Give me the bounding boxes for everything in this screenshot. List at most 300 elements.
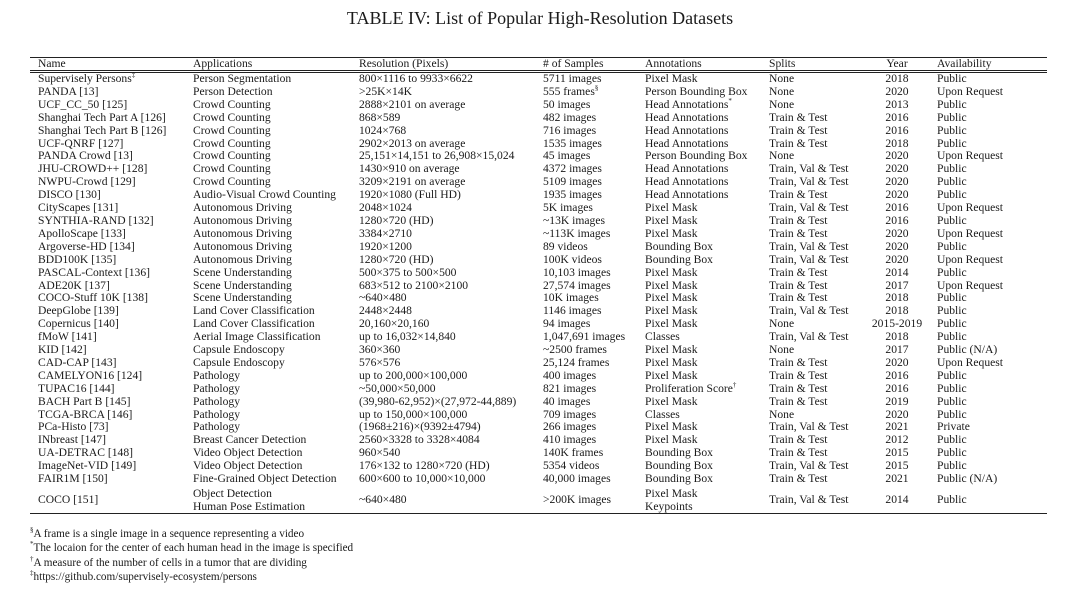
cell-name: NWPU-Crowd [129] bbox=[38, 175, 136, 189]
cell-name: TUPAC16 [144] bbox=[38, 381, 115, 395]
cell-samples: 482 images bbox=[543, 110, 597, 124]
cell-year: 2020 bbox=[885, 188, 909, 202]
table-row bbox=[30, 473, 1047, 486]
cell-applications: Land Cover Classification bbox=[193, 317, 315, 331]
cell-name: CAMELYON16 [124] bbox=[38, 368, 143, 382]
cell-resolution: 2048×1024 bbox=[359, 201, 412, 215]
footnote: ‡https://github.com/supervisely-ecosystem/persons bbox=[30, 569, 257, 584]
cell-samples: 716 images bbox=[543, 123, 597, 137]
header-name: Name bbox=[30, 58, 188, 72]
cell-splits: Train, Val & Test bbox=[769, 252, 849, 266]
cell-samples: 5711 images bbox=[543, 72, 602, 85]
cell-splits: Train & Test bbox=[769, 355, 828, 369]
cell-resolution: 2560×3328 to 3328×4084 bbox=[359, 433, 480, 447]
cell-samples: 5109 images bbox=[543, 175, 602, 189]
cell-samples: 25,124 frames bbox=[543, 355, 610, 369]
cell-availability: Public bbox=[937, 407, 967, 421]
cell-samples: 821 images bbox=[543, 381, 597, 395]
cell-year: 2016 bbox=[885, 213, 909, 227]
cell-samples: ~2500 frames bbox=[543, 343, 607, 357]
cell-availability: Public (N/A) bbox=[937, 343, 998, 357]
cell-samples: ~113K images bbox=[543, 226, 611, 240]
cell-name: BDD100K [135] bbox=[38, 252, 117, 266]
cell-year: 2020 bbox=[885, 355, 909, 369]
cell-splits: Train, Val & Test bbox=[769, 239, 849, 253]
footnote-mark: § bbox=[594, 83, 599, 92]
cell-samples: 5K images bbox=[543, 201, 593, 215]
table-row bbox=[30, 370, 1047, 383]
cell-splits: Train & Test bbox=[769, 368, 828, 382]
cell-resolution: up to 16,032×14,840 bbox=[359, 330, 456, 344]
cell-annotations: Head Annotations* bbox=[645, 96, 732, 111]
cell-samples: 40 images bbox=[543, 394, 591, 408]
cell-availability: Public bbox=[937, 213, 967, 227]
cell-annotations: Pixel Mask bbox=[645, 278, 698, 292]
table-row bbox=[30, 228, 1047, 241]
cell-availability: Public bbox=[937, 175, 967, 189]
cell-name: PCa-Histo [73] bbox=[38, 420, 109, 434]
header-splits: Splits bbox=[764, 58, 862, 72]
table-row bbox=[30, 254, 1047, 267]
header-applications: Applications bbox=[188, 58, 354, 72]
cell-splits: Train, Val & Test bbox=[769, 175, 849, 189]
cell-samples: 1535 images bbox=[543, 136, 602, 150]
table-row bbox=[30, 357, 1047, 370]
table-row bbox=[30, 72, 1047, 86]
cell-applications: Land Cover Classification bbox=[193, 304, 315, 318]
cell-applications: Autonomous Driving bbox=[193, 252, 292, 266]
footnote-mark: * bbox=[30, 540, 34, 549]
cell-availability: Public bbox=[937, 459, 967, 473]
cell-availability: Upon Request bbox=[937, 84, 1004, 98]
cell-year: 2018 bbox=[885, 330, 909, 344]
cell-samples: 5354 videos bbox=[543, 459, 600, 473]
cell-availability: Public bbox=[937, 188, 967, 202]
cell-year: 2017 bbox=[885, 278, 909, 292]
cell-resolution: 500×375 to 500×500 bbox=[359, 265, 457, 279]
cell-annotations: Pixel Mask bbox=[645, 201, 698, 215]
cell-splits: Train, Val & Test bbox=[769, 420, 849, 434]
cell-name: ImageNet-VID [149] bbox=[38, 459, 137, 473]
cell-annotations: Bounding Box bbox=[645, 459, 713, 473]
cell-name: UCF-QNRF [127] bbox=[38, 136, 124, 150]
cell-samples: 45 images bbox=[543, 149, 591, 163]
cell-samples: 50 images bbox=[543, 97, 591, 111]
cell-availability: Public bbox=[937, 162, 967, 176]
cell-applications: Pathology bbox=[193, 394, 241, 408]
header-samples: # of Samples bbox=[538, 58, 640, 72]
cell-samples: 89 videos bbox=[543, 239, 588, 253]
cell-applications: Crowd Counting bbox=[193, 110, 271, 124]
cell-annotations: Pixel Mask bbox=[645, 343, 698, 357]
cell-splits: Train & Test bbox=[769, 123, 828, 137]
cell-name: Shanghai Tech Part B [126] bbox=[38, 123, 167, 137]
cell-resolution: 25,151×14,151 to 26,908×15,024 bbox=[359, 149, 515, 163]
cell-year: 2014 bbox=[885, 493, 909, 506]
cell-splits: Train & Test bbox=[769, 226, 828, 240]
cell-availability: Public bbox=[937, 72, 967, 85]
cell-applications: Pathology bbox=[193, 368, 241, 382]
table-row bbox=[30, 396, 1047, 409]
cell-year: 2020 bbox=[885, 226, 909, 240]
table-row bbox=[30, 86, 1047, 99]
cell-annotations: Pixel Mask bbox=[645, 226, 698, 240]
cell-name: ADE20K [137] bbox=[38, 278, 110, 292]
cell-year: 2016 bbox=[885, 201, 909, 215]
cell-annotations: Person Bounding Box bbox=[645, 149, 748, 163]
cell-annotations: Head Annotations bbox=[645, 123, 729, 137]
cell-resolution: 960×540 bbox=[359, 446, 401, 460]
cell-applications: Scene Understanding bbox=[193, 291, 292, 305]
cell-year: 2021 bbox=[885, 472, 909, 486]
cell-annotations: Bounding Box bbox=[645, 446, 713, 460]
cell-name: DISCO [130] bbox=[38, 188, 101, 202]
cell-annotations: Pixel Mask bbox=[645, 72, 698, 85]
cell-samples: 10,103 images bbox=[543, 265, 611, 279]
table-row bbox=[30, 344, 1047, 357]
footnote-mark: † bbox=[30, 554, 34, 563]
cell-splits: Train, Val & Test bbox=[769, 330, 849, 344]
cell-annotations: Head Annotations bbox=[645, 136, 729, 150]
cell-annotations: Pixel Mask bbox=[645, 420, 698, 434]
cell-resolution: ~640×480 bbox=[359, 291, 407, 305]
cell-year: 2014 bbox=[885, 265, 909, 279]
table-row bbox=[30, 486, 1047, 514]
header-availability: Availability bbox=[932, 58, 1047, 72]
cell-name: KID [142] bbox=[38, 343, 87, 357]
cell-availability: Upon Request bbox=[937, 252, 1004, 266]
cell-availability: Public bbox=[937, 493, 967, 506]
cell-availability: Upon Request bbox=[937, 226, 1004, 240]
cell-availability: Public bbox=[937, 291, 967, 305]
cell-applications: Crowd Counting bbox=[193, 123, 271, 137]
cell-annotations: Pixel Mask bbox=[645, 213, 698, 227]
cell-year: 2016 bbox=[885, 110, 909, 124]
cell-availability: Public bbox=[937, 97, 967, 111]
cell-annotations: Pixel Mask bbox=[645, 368, 698, 382]
cell-annotations: Pixel Mask bbox=[645, 433, 698, 447]
cell-applications: Crowd Counting bbox=[193, 136, 271, 150]
cell-name: Shanghai Tech Part A [126] bbox=[38, 110, 166, 124]
cell-splits: Train & Test bbox=[769, 394, 828, 408]
cell-annotations: Classes bbox=[645, 407, 680, 421]
cell-name: UA-DETRAC [148] bbox=[38, 446, 133, 460]
cell-availability: Public bbox=[937, 136, 967, 150]
cell-splits: None bbox=[769, 407, 795, 421]
cell-splits: Train & Test bbox=[769, 472, 828, 486]
cell-availability: Upon Request bbox=[937, 201, 1004, 215]
table-title: TABLE IV: List of Popular High-Resolution Datasets bbox=[346, 8, 734, 28]
table-row bbox=[30, 112, 1047, 125]
cell-availability: Public bbox=[937, 123, 967, 137]
cell-annotations: Proliferation Score† bbox=[645, 380, 737, 395]
cell-samples: 400 images bbox=[543, 368, 597, 382]
cell-splits: Train & Test bbox=[769, 213, 828, 227]
cell-resolution: ~640×480 bbox=[359, 493, 407, 506]
header-row bbox=[30, 58, 1047, 72]
cell-splits: Train, Val & Test bbox=[769, 162, 849, 176]
cell-year: 2020 bbox=[885, 239, 909, 253]
cell-applications: Person Detection bbox=[193, 84, 273, 98]
cell-splits: None bbox=[769, 343, 795, 357]
cell-splits: None bbox=[769, 97, 795, 111]
cell-availability: Private bbox=[937, 420, 970, 434]
cell-samples: 1935 images bbox=[543, 188, 602, 202]
cell-resolution: 1280×720 (HD) bbox=[359, 213, 434, 227]
cell-applications: Capsule Endoscopy bbox=[193, 355, 285, 369]
cell-applications: Video Object Detection bbox=[193, 459, 303, 473]
cell-samples: 555 frames§ bbox=[543, 83, 599, 98]
cell-resolution: up to 200,000×100,000 bbox=[359, 368, 468, 382]
cell-year: 2016 bbox=[885, 381, 909, 395]
cell-samples: ~13K images bbox=[543, 213, 605, 227]
cell-name: ApolloScape [133] bbox=[38, 226, 126, 240]
cell-year: 2018 bbox=[885, 304, 909, 318]
footnote-mark: ‡ bbox=[131, 71, 136, 79]
cell-name: CAD-CAP [143] bbox=[38, 355, 117, 369]
cell-resolution: 176×132 to 1280×720 (HD) bbox=[359, 459, 490, 473]
cell-resolution: (1968±216)×(9392±4794) bbox=[359, 420, 481, 434]
cell-year: 2016 bbox=[885, 123, 909, 137]
cell-name: SYNTHIA-RAND [132] bbox=[38, 213, 154, 227]
table-row bbox=[30, 99, 1047, 112]
cell-annotations: Pixel Mask bbox=[645, 265, 698, 279]
cell-availability: Public bbox=[937, 368, 967, 382]
cell-samples: 4372 images bbox=[543, 162, 602, 176]
table-row bbox=[30, 241, 1047, 254]
cell-resolution: 576×576 bbox=[359, 355, 401, 369]
cell-applications: Person Segmentation bbox=[193, 72, 292, 85]
cell-resolution: 2888×2101 on average bbox=[359, 97, 466, 111]
cell-resolution: 360×360 bbox=[359, 343, 401, 357]
cell-samples: 10K images bbox=[543, 291, 599, 305]
cell-splits: Train, Val & Test bbox=[769, 201, 849, 215]
cell-annotations: Classes bbox=[645, 330, 680, 344]
cell-availability: Public (N/A) bbox=[937, 472, 998, 486]
header-resolution: Resolution (Pixels) bbox=[354, 58, 538, 72]
cell-year: 2020 bbox=[885, 175, 909, 189]
cell-annotations: Bounding Box bbox=[645, 472, 713, 486]
cell-splits: None bbox=[769, 317, 795, 331]
cell-applications: Breast Cancer Detection bbox=[193, 433, 307, 447]
cell-year: 2020 bbox=[885, 407, 909, 421]
cell-annotations: Bounding Box bbox=[645, 252, 713, 266]
cell-splits: Train & Test bbox=[769, 265, 828, 279]
cell-year: 2019 bbox=[885, 394, 909, 408]
cell-availability: Public bbox=[937, 304, 967, 318]
cell-year: 2020 bbox=[885, 252, 909, 266]
table-row bbox=[30, 267, 1047, 280]
table-row bbox=[30, 383, 1047, 396]
cell-applications: Pathology bbox=[193, 420, 241, 434]
cell-splits: Train & Test bbox=[769, 381, 828, 395]
cell-applications: Crowd Counting bbox=[193, 175, 271, 189]
cell-samples: 94 images bbox=[543, 317, 591, 331]
cell-samples: 40,000 images bbox=[543, 472, 611, 486]
cell-resolution: 800×1116 to 9933×6622 bbox=[359, 72, 473, 85]
cell-name: COCO [151] bbox=[38, 493, 99, 506]
datasets-table bbox=[30, 57, 1047, 514]
cell-applications: Scene Understanding bbox=[193, 265, 292, 279]
cell-name: CityScapes [131] bbox=[38, 201, 119, 215]
cell-resolution: 3209×2191 on average bbox=[359, 175, 466, 189]
cell-resolution: 2902×2013 on average bbox=[359, 136, 466, 150]
cell-splits: Train & Test bbox=[769, 291, 828, 305]
footnote-mark: * bbox=[728, 96, 732, 105]
footnote: *The locaion for the center of each human head in the image is specified bbox=[30, 540, 354, 555]
cell-year: 2015 bbox=[885, 459, 909, 473]
cell-availability: Public bbox=[937, 239, 967, 253]
cell-availability: Public bbox=[937, 433, 967, 447]
cell-year: 2015 bbox=[885, 446, 909, 460]
cell-availability: Public bbox=[937, 265, 967, 279]
cell-samples: 410 images bbox=[543, 433, 597, 447]
cell-samples: 27,574 images bbox=[543, 278, 611, 292]
footnote-mark: § bbox=[30, 526, 34, 534]
cell-annotations: Head Annotations bbox=[645, 110, 729, 124]
cell-name: BACH Part B [145] bbox=[38, 394, 131, 408]
cell-annotations: Head Annotations bbox=[645, 188, 729, 202]
cell-annotations: Pixel Mask bbox=[645, 304, 698, 318]
cell-year: 2018 bbox=[885, 72, 909, 85]
cell-applications: Video Object Detection bbox=[193, 446, 303, 460]
cell-name: FAIR1M [150] bbox=[38, 472, 108, 486]
cell-availability: Public bbox=[937, 446, 967, 460]
cell-splits: Train, Val & Test bbox=[769, 493, 849, 506]
cell-year: 2012 bbox=[885, 433, 909, 447]
cell-resolution: 1920×1080 (Full HD) bbox=[359, 188, 461, 202]
cell-year: 2020 bbox=[885, 149, 909, 163]
cell-year: 2015-2019 bbox=[871, 317, 923, 331]
cell-availability: Upon Request bbox=[937, 149, 1004, 163]
cell-splits: Train & Test bbox=[769, 278, 828, 292]
cell-splits: Train, Val & Test bbox=[769, 304, 849, 318]
cell-availability: Public bbox=[937, 110, 967, 124]
table-row bbox=[30, 215, 1047, 228]
cell-applications: Autonomous Driving bbox=[193, 201, 292, 215]
cell-name: UCF_CC_50 [125] bbox=[38, 97, 128, 111]
cell-splits: Train & Test bbox=[769, 136, 828, 150]
cell-resolution: ~50,000×50,000 bbox=[359, 381, 436, 395]
cell-splits: None bbox=[769, 149, 795, 163]
cell-year: 2020 bbox=[885, 162, 909, 176]
cell-name: fMoW [141] bbox=[38, 330, 97, 344]
cell-samples: 1146 images bbox=[543, 304, 602, 318]
cell-name: COCO-Stuff 10K [138] bbox=[38, 291, 148, 305]
cell-resolution: 683×512 to 2100×2100 bbox=[359, 278, 469, 292]
cell-availability: Public bbox=[937, 394, 967, 408]
cell-resolution: 20,160×20,160 bbox=[359, 317, 430, 331]
header-year: Year bbox=[862, 58, 932, 72]
cell-name: PANDA [13] bbox=[38, 84, 99, 98]
cell-annotations: Bounding Box bbox=[645, 239, 713, 253]
cell-resolution: 600×600 to 10,000×10,000 bbox=[359, 472, 486, 486]
cell-resolution: 1430×910 on average bbox=[359, 162, 460, 176]
cell-applications: Aerial Image Classification bbox=[193, 330, 321, 344]
cell-resolution: 2448×2448 bbox=[359, 304, 412, 318]
table-body bbox=[30, 72, 1047, 514]
cell-applications: Autonomous Driving bbox=[193, 213, 292, 227]
cell-applications: Capsule Endoscopy bbox=[193, 343, 285, 357]
cell-availability: Upon Request bbox=[937, 278, 1004, 292]
cell-resolution: up to 150,000×100,000 bbox=[359, 407, 468, 421]
cell-annotations: Pixel Mask Keypoints bbox=[645, 486, 698, 513]
cell-availability: Public bbox=[937, 381, 967, 395]
cell-applications: Crowd Counting bbox=[193, 149, 271, 163]
footnote-mark: † bbox=[732, 380, 737, 389]
cell-availability: Upon Request bbox=[937, 355, 1004, 369]
cell-samples: 140K frames bbox=[543, 446, 604, 460]
cell-splits: Train & Test bbox=[769, 433, 828, 447]
cell-annotations: Pixel Mask bbox=[645, 317, 698, 331]
cell-splits: Train, Val & Test bbox=[769, 459, 849, 473]
cell-name: Argoverse-HD [134] bbox=[38, 239, 135, 253]
cell-applications: Object Detection Human Pose Estimation bbox=[193, 486, 306, 513]
cell-splits: Train & Test bbox=[769, 188, 828, 202]
cell-samples: 266 images bbox=[543, 420, 597, 434]
cell-availability: Public bbox=[937, 317, 967, 331]
cell-resolution: 868×589 bbox=[359, 110, 401, 124]
cell-year: 2021 bbox=[885, 420, 909, 434]
cell-samples: 1,047,691 images bbox=[543, 330, 626, 344]
cell-samples: 709 images bbox=[543, 407, 597, 421]
cell-resolution: 1024×768 bbox=[359, 123, 407, 137]
cell-annotations: Head Annotations bbox=[645, 162, 729, 176]
cell-applications: Autonomous Driving bbox=[193, 226, 292, 240]
footnote-mark: ‡ bbox=[30, 569, 34, 578]
cell-name: Copernicus [140] bbox=[38, 317, 119, 331]
cell-samples: 100K videos bbox=[543, 252, 602, 266]
cell-samples: >200K images bbox=[543, 493, 612, 506]
cell-annotations: Pixel Mask bbox=[645, 291, 698, 305]
cell-name: INbreast [147] bbox=[38, 433, 106, 447]
cell-applications: Pathology bbox=[193, 381, 241, 395]
cell-applications: Crowd Counting bbox=[193, 97, 271, 111]
cell-name: DeepGlobe [139] bbox=[38, 304, 119, 318]
cell-year: 2020 bbox=[885, 84, 909, 98]
header-annotations: Annotations bbox=[640, 58, 764, 72]
cell-year: 2017 bbox=[885, 343, 909, 357]
cell-resolution: 3384×2710 bbox=[359, 226, 412, 240]
cell-resolution: 1280×720 (HD) bbox=[359, 252, 434, 266]
footnote: §A frame is a single image in a sequence representing a video bbox=[30, 526, 305, 540]
cell-year: 2013 bbox=[885, 97, 909, 111]
cell-annotations: Pixel Mask bbox=[645, 394, 698, 408]
cell-year: 2018 bbox=[885, 291, 909, 305]
cell-name: Supervisely Persons‡ bbox=[38, 71, 136, 85]
cell-applications: Scene Understanding bbox=[193, 278, 292, 292]
cell-annotations: Head Annotations bbox=[645, 175, 729, 189]
cell-annotations: Pixel Mask bbox=[645, 355, 698, 369]
footnote: †A measure of the number of cells in a tumor that are dividing bbox=[30, 554, 307, 569]
cell-resolution: >25K×14K bbox=[359, 84, 413, 98]
cell-year: 2016 bbox=[885, 368, 909, 382]
cell-annotations: Person Bounding Box bbox=[645, 84, 748, 98]
cell-splits: Train & Test bbox=[769, 446, 828, 460]
cell-name: TCGA-BRCA [146] bbox=[38, 407, 133, 421]
cell-splits: Train & Test bbox=[769, 110, 828, 124]
cell-splits: None bbox=[769, 84, 795, 98]
cell-applications: Autonomous Driving bbox=[193, 239, 292, 253]
cell-name: JHU-CROWD++ [128] bbox=[38, 162, 148, 176]
table-row bbox=[30, 125, 1047, 138]
cell-applications: Audio-Visual Crowd Counting bbox=[193, 188, 336, 202]
cell-splits: None bbox=[769, 72, 795, 85]
cell-resolution: 1920×1200 bbox=[359, 239, 412, 253]
cell-availability: Public bbox=[937, 330, 967, 344]
footnotes bbox=[30, 527, 353, 585]
cell-resolution: (39,980-62,952)×(27,972-44,889) bbox=[359, 394, 517, 408]
